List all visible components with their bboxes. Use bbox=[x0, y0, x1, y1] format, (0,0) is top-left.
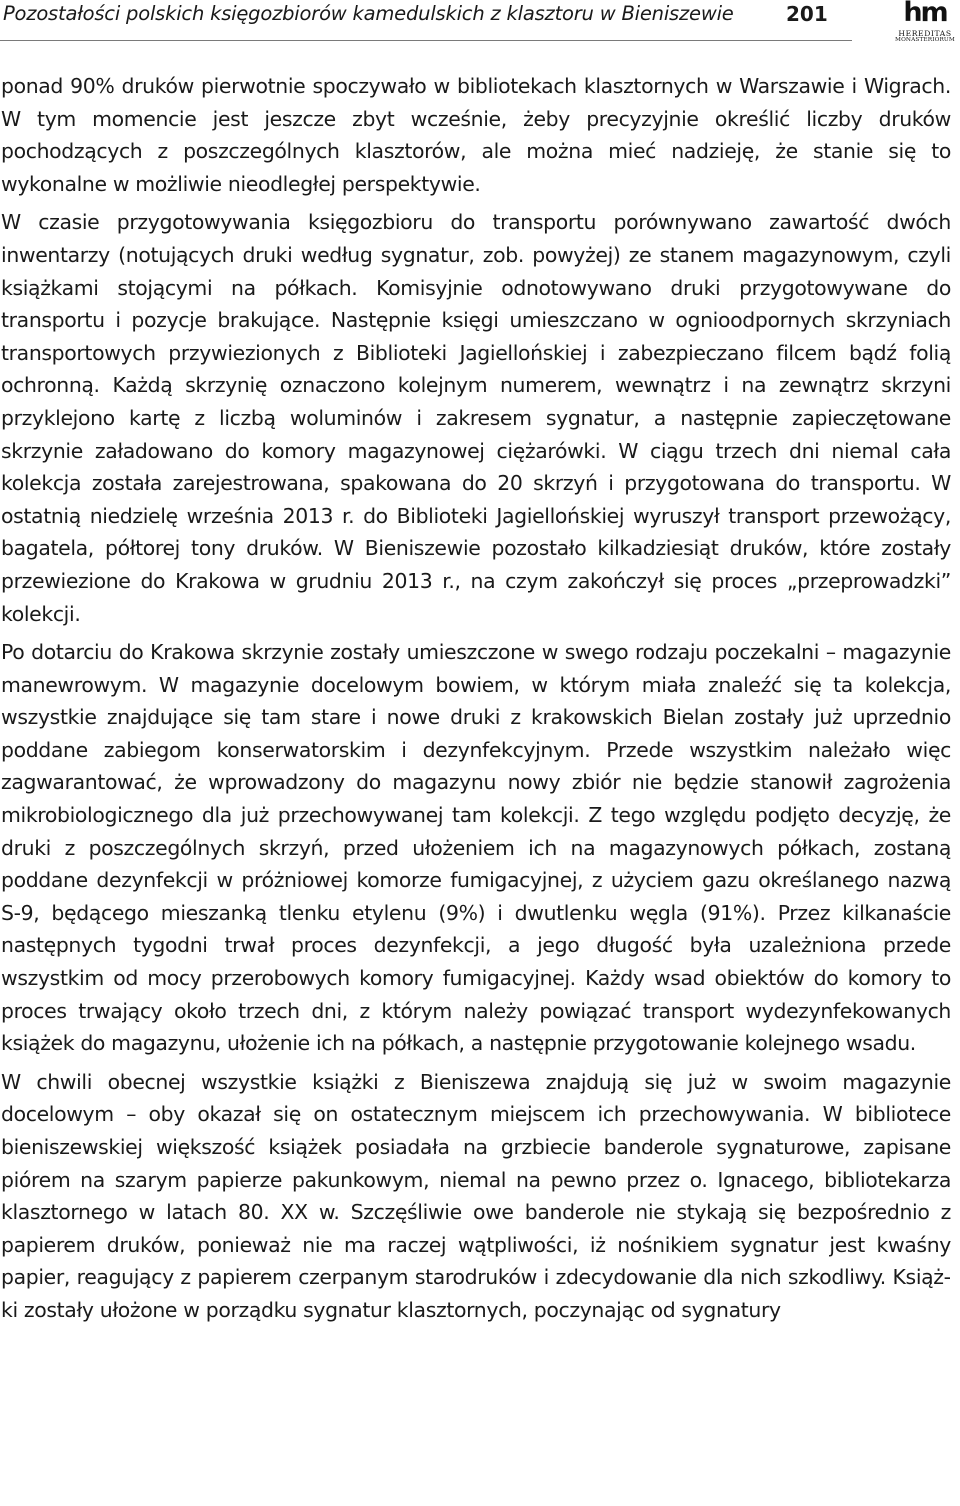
header-rule bbox=[0, 40, 852, 41]
logo-mark: hm bbox=[903, 0, 947, 28]
journal-logo bbox=[895, 2, 955, 44]
running-title: Pozostałości polskich księgozbiorów kamedulskich z klasztoru w Bieniszewie bbox=[3, 2, 734, 25]
paragraph-1: ponad 90% druków pierwotnie spoczywało w bibliotekach klasztornych w Warszawie i Wigrach. W tym momencie jest jeszcze zbyt wcześnie, żeby precyzyjnie określić liczby druków pochodzących z poszczególnych klasztorów, ale można mieć nadzieję, że stanie się to wykonalne w możliwie nieodległej perspektywie. bbox=[1, 74, 951, 196]
paragraph-3: Po dotarciu do Krakowa skrzynie zostały umieszczone w swego rodzaju poczekalni – magazynie manewrowym. W magazynie docelowym bowiem, w którym miała znaleźć się ta kolekcja, wszystkie znajdujące się tam stare i nowe druki z krakowskich Bielan zostały już uprzednio poddane zabiegom konserwatorskim i dezynfekcyjnym. Przede wszystkim należało więc zagwarantować, że wprowadzony do magazynu nowy zbiór nie będzie stanowił zagrożenia mikrobiologicznego dla już przechowywanej tam kolekcji. Z tego względu podjęto decyzję, że druki z poszczególnych skrzyń, przed ułożeniem ich na magazynowych półkach, zostaną poddane dezynfekcji w próżniowej komorze fumigacyjnej, z użyciem gazu określanego nazwą S-9, będącego mieszanką tlenku etylenu (9%) i dwutlenku węgla (91%). Przez kilkanaście następnych tygodni trwał proces dezynfekcji, a jego długość była uzależniona przede wszystkim od mocy przerobowych komory fumigacyjnej. Każdy wsad obiektów do komory to proces trwający około trzech dni, z którym należy powiązać transport wydezynfekowanych książek do magazynu, ułożenie ich na półkach, a następnie przygotowanie kolejnego wsadu. bbox=[1, 640, 951, 1056]
paragraph-2: W czasie przygotowywania księgozbioru do transportu porównywano zawartość dwóch inwentarzy (notujących druki według sygnatur, zob. powyżej) ze stanem magazynowym, czyli książkami stojącymi na półkach. Komisyjnie odnotowywano druki przygotowywane do transportu i pozycje brakujące. Następnie księgi umieszczano w ognioodpornych skrzyniach transportowych przywiezionych z Biblioteki Jagiellońskiej i zabezpieczano filcem bądź folią ochronną. Każdą skrzynię oznaczono kolejnym numerem, wewnątrz i na zewnątrz skrzyni przyklejono kartę z liczbą woluminów i zakresem sygnatur, a następnie zapieczętowane skrzynie załadowano do komory magazynowej ciężarówki. W ciągu trzech dni niemal cała kolekcja została zarejestrowana, spakowana do 20 skrzyń i przygotowana do transportu. W ostatnią niedzielę września 2013 r. do Biblioteki Jagiellońskiej wyruszył transport przewożący, bagatela, półtorej tony druków. W Bieniszewie pozostało kilkadziesiąt druków, które zostały przewiezione do Krakowa w grudniu 2013 r., na czym zakończył się proces „przeprowadzki” kolekcji. bbox=[1, 210, 951, 626]
logo-text-line2: MONASTERIORUM bbox=[895, 37, 955, 43]
page-number: 201 bbox=[786, 2, 828, 26]
paragraph-4: W chwili obecnej wszystkie książki z Bieniszewa znajdują się już w swoim magazynie docelowym – oby okazał się on ostatecznym miejscem ich przechowywania. W bibliotece bieniszewskiej większość książek posiadała na grzbiecie banderole sygnaturowe, zapisane piórem na szarym papierze pakunkowym, niemal na pewno przez o. Ignacego, bibliotekarza klasztornego w latach 80. XX w. Szczęśliwie owe banderole nie stykają się bezpośrednio z papierem druków, ponieważ nie ma raczej wątpliwości, iż nośnikiem sygnatur jest kwaśny papier, reagujący z papierem czerpanym starodruków i zdecydowanie dla nich szkodliwy. Książki zostały ułożone w porządku sygnatur klasztornych, poczynając od sygnatury bbox=[1, 1069, 951, 1322]
logo-text-line1: HEREDITAS bbox=[898, 29, 952, 38]
body-text bbox=[1, 70, 951, 1333]
page-header bbox=[0, 0, 960, 48]
